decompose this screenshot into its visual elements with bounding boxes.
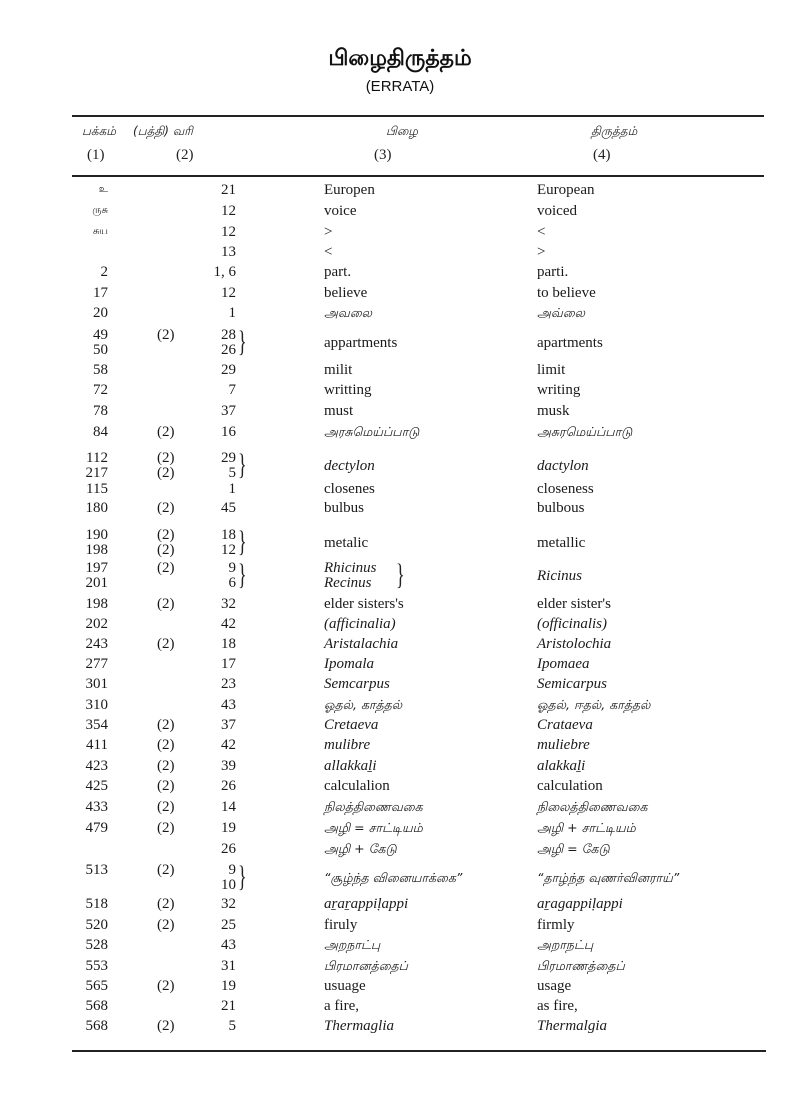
page-number: 433 bbox=[85, 799, 108, 815]
error-text: believe bbox=[324, 285, 368, 301]
error-text: allakkaḻi bbox=[324, 758, 377, 774]
line-number: 1, 6 bbox=[213, 264, 236, 280]
error-text: Thermaglia bbox=[324, 1018, 395, 1034]
line-number: 37 bbox=[221, 717, 236, 733]
line-number: 19 bbox=[221, 820, 236, 836]
error-text: part. bbox=[324, 264, 352, 280]
line-number: 42 bbox=[221, 737, 236, 753]
error-text: < bbox=[324, 244, 333, 260]
paragraph-number: (2) bbox=[157, 799, 175, 815]
line-number: 37 bbox=[221, 403, 236, 419]
header-top-rule bbox=[72, 115, 764, 117]
error-text: Semcarpus bbox=[324, 676, 390, 692]
page-number: 20 bbox=[93, 305, 108, 321]
error-text: mulibre bbox=[324, 737, 371, 753]
page-number: 84 bbox=[93, 424, 108, 440]
error-text: dectylon bbox=[324, 458, 375, 474]
page-number: 78 bbox=[93, 403, 108, 419]
page-number: 553 bbox=[85, 958, 108, 974]
error-text: Cretaeva bbox=[324, 717, 379, 733]
correction-text: muliebre bbox=[537, 737, 590, 753]
correction-text: Semicarpus bbox=[537, 676, 607, 692]
line-number: 43 bbox=[221, 937, 236, 953]
paragraph-number: (2) bbox=[157, 758, 175, 774]
line-number: 1 bbox=[228, 481, 236, 497]
line-number: 26 bbox=[221, 342, 236, 358]
paragraph-number: (2) bbox=[157, 327, 175, 343]
correction-text: calculation bbox=[537, 778, 603, 794]
brace-icon: } bbox=[238, 558, 247, 591]
line-number: 29 bbox=[221, 362, 236, 378]
page-number: 425 bbox=[85, 778, 108, 794]
page-number: 197 bbox=[85, 560, 108, 576]
page-subtitle: (ERRATA) bbox=[365, 78, 435, 95]
error-text: பிரமானத்தைப் bbox=[324, 958, 408, 973]
line-number: 12 bbox=[221, 224, 236, 240]
column-header-para-line: (பத்தி) வரி bbox=[133, 124, 193, 138]
error-text: அவலை bbox=[324, 305, 373, 320]
correction-text: (officinalis) bbox=[537, 616, 607, 632]
paragraph-number: (2) bbox=[157, 917, 175, 933]
correction-text: voiced bbox=[537, 203, 577, 219]
table-bottom-rule bbox=[72, 1050, 766, 1052]
paragraph-number: (2) bbox=[157, 596, 175, 612]
error-text: a fire, bbox=[324, 998, 359, 1014]
page-number: 198 bbox=[85, 542, 108, 558]
line-number: 29 bbox=[221, 450, 236, 466]
page-number: 518 bbox=[85, 896, 108, 912]
paragraph-number: (2) bbox=[157, 717, 175, 733]
page-number: 180 bbox=[85, 500, 108, 516]
error-text: Recinus bbox=[324, 575, 372, 591]
line-number: 32 bbox=[221, 596, 236, 612]
page-number: 72 bbox=[93, 382, 108, 398]
page-title: பிழைதிருத்தம் bbox=[328, 46, 472, 71]
line-number: 12 bbox=[221, 203, 236, 219]
error-text: > bbox=[324, 224, 333, 240]
page-number: உ bbox=[98, 184, 108, 195]
line-number: 5 bbox=[228, 465, 236, 481]
correction-text: alakkaḻi bbox=[537, 758, 586, 774]
paragraph-number: (2) bbox=[157, 778, 175, 794]
correction-text: usage bbox=[537, 978, 572, 994]
correction-text: நிலைத்திணைவகை bbox=[537, 799, 648, 814]
correction-text: musk bbox=[537, 403, 570, 419]
page-number: 277 bbox=[85, 656, 108, 672]
correction-text: elder sister's bbox=[537, 596, 611, 612]
column-number-4: (4) bbox=[593, 147, 611, 163]
column-header-error: பிழை bbox=[386, 124, 418, 138]
line-number: 39 bbox=[221, 758, 236, 774]
error-text: “சூழ்ந்த வினையாக்கை” bbox=[324, 870, 463, 885]
page-number: 112 bbox=[86, 450, 108, 466]
line-number: 16 bbox=[221, 424, 236, 440]
correction-text: அழி = கேடு bbox=[537, 841, 610, 856]
line-number: 9 bbox=[228, 862, 236, 878]
line-number: 9 bbox=[228, 560, 236, 576]
line-number: 31 bbox=[221, 958, 236, 974]
correction-text: ஓதல், ஈதல், காத்தல் bbox=[537, 697, 651, 712]
page-number: 479 bbox=[85, 820, 108, 836]
error-text: Aristalachia bbox=[324, 636, 399, 652]
line-number: 23 bbox=[221, 676, 236, 692]
error-text: (afficinalia) bbox=[324, 616, 396, 632]
error-text: elder sisters's bbox=[324, 596, 404, 612]
brace-icon: } bbox=[396, 558, 405, 591]
correction-text: firmly bbox=[537, 917, 575, 933]
column-number-2: (2) bbox=[176, 147, 194, 163]
line-number: 18 bbox=[221, 636, 236, 652]
page-number: 198 bbox=[85, 596, 108, 612]
page-number: 58 bbox=[93, 362, 108, 378]
error-text: closenes bbox=[324, 481, 375, 497]
correction-text: Ipomaea bbox=[537, 656, 590, 672]
paragraph-number: (2) bbox=[157, 737, 175, 753]
error-text: அரசுமெய்ப்பாடு bbox=[324, 424, 420, 439]
error-text: aṟaṟappiḷappi bbox=[324, 896, 409, 912]
page-number: 423 bbox=[85, 758, 108, 774]
correction-text: as fire, bbox=[537, 998, 578, 1014]
page-number: ருசு bbox=[92, 205, 108, 216]
page-number: 49 bbox=[93, 327, 108, 343]
line-number: 5 bbox=[228, 1018, 236, 1034]
error-text: அழி + கேடு bbox=[324, 841, 397, 856]
page-number: 520 bbox=[85, 917, 108, 933]
paragraph-number: (2) bbox=[157, 465, 175, 481]
page-number: 201 bbox=[85, 575, 108, 591]
line-number: 42 bbox=[221, 616, 236, 632]
line-number: 45 bbox=[221, 500, 236, 516]
header-bottom-rule bbox=[72, 175, 764, 177]
line-number: 12 bbox=[221, 542, 236, 558]
correction-text: parti. bbox=[537, 264, 569, 280]
page-number: 50 bbox=[93, 342, 108, 358]
page-number: 115 bbox=[86, 481, 108, 497]
line-number: 1 bbox=[228, 305, 236, 321]
error-text: firuly bbox=[324, 917, 358, 933]
page-number: 217 bbox=[85, 465, 108, 481]
page-number: 568 bbox=[85, 998, 108, 1014]
correction-text: “தாழ்ந்த வுணர்வினராய்” bbox=[537, 870, 680, 885]
line-number: 14 bbox=[221, 799, 236, 815]
error-text: appartments bbox=[324, 335, 398, 351]
correction-text: dactylon bbox=[537, 458, 589, 474]
brace-icon: } bbox=[238, 325, 247, 358]
page-number: சுய bbox=[92, 226, 108, 237]
error-text: Europen bbox=[324, 182, 375, 198]
line-number: 12 bbox=[221, 285, 236, 301]
correction-text: Aristolochia bbox=[537, 636, 612, 652]
correction-text: Thermalgia bbox=[537, 1018, 608, 1034]
paragraph-number: (2) bbox=[157, 978, 175, 994]
correction-text: அழி + சாட்டியம் bbox=[537, 820, 636, 835]
paragraph-number: (2) bbox=[157, 560, 175, 576]
page-number: 565 bbox=[85, 978, 108, 994]
correction-text: Crataeva bbox=[537, 717, 593, 733]
error-text: calculalion bbox=[324, 778, 390, 794]
line-number: 25 bbox=[221, 917, 236, 933]
page-number: 568 bbox=[85, 1018, 108, 1034]
error-text: அழி = சாட்டியம் bbox=[324, 820, 423, 835]
correction-text: > bbox=[537, 244, 546, 260]
page-number: 513 bbox=[85, 862, 108, 878]
correction-text: < bbox=[537, 224, 546, 240]
error-text: must bbox=[324, 403, 354, 419]
line-number: 19 bbox=[221, 978, 236, 994]
line-number: 13 bbox=[221, 244, 236, 260]
paragraph-number: (2) bbox=[157, 450, 175, 466]
page-number: 17 bbox=[93, 285, 108, 301]
correction-text: writing bbox=[537, 382, 581, 398]
correction-text: apartments bbox=[537, 335, 603, 351]
line-number: 17 bbox=[221, 656, 236, 672]
error-text: Rhicinus bbox=[324, 560, 377, 576]
paragraph-number: (2) bbox=[157, 527, 175, 543]
error-text: metalic bbox=[324, 535, 369, 551]
correction-text: closeness bbox=[537, 481, 594, 497]
page-number: 411 bbox=[86, 737, 108, 753]
line-number: 21 bbox=[221, 998, 236, 1014]
line-number: 26 bbox=[221, 778, 236, 794]
column-number-1: (1) bbox=[87, 147, 105, 163]
column-number-3: (3) bbox=[374, 147, 392, 163]
line-number: 43 bbox=[221, 697, 236, 713]
correction-text: அவ்லை bbox=[537, 305, 586, 320]
correction-text: to believe bbox=[537, 285, 596, 301]
brace-icon: } bbox=[238, 448, 247, 481]
paragraph-number: (2) bbox=[157, 896, 175, 912]
line-number: 10 bbox=[221, 877, 236, 893]
correction-text: அறாநட்பு bbox=[537, 937, 594, 952]
line-number: 6 bbox=[228, 575, 236, 591]
error-text: usuage bbox=[324, 978, 366, 994]
correction-text: பிரமாணத்தைப் bbox=[537, 958, 625, 973]
page-number: 528 bbox=[85, 937, 108, 953]
correction-text: Ricinus bbox=[537, 568, 582, 584]
error-text: அறநாட்பு bbox=[324, 937, 381, 952]
page-number: 354 bbox=[85, 717, 108, 733]
column-header-page: பக்கம் bbox=[82, 124, 116, 138]
line-number: 26 bbox=[221, 841, 236, 857]
line-number: 28 bbox=[221, 327, 236, 343]
correction-text: metallic bbox=[537, 535, 586, 551]
error-text: writting bbox=[324, 382, 372, 398]
paragraph-number: (2) bbox=[157, 862, 175, 878]
error-text: நிலத்திணைவகை bbox=[324, 799, 423, 814]
paragraph-number: (2) bbox=[157, 424, 175, 440]
paragraph-number: (2) bbox=[157, 636, 175, 652]
paragraph-number: (2) bbox=[157, 820, 175, 836]
correction-text: aṟagappiḷappi bbox=[537, 896, 623, 912]
correction-text: European bbox=[537, 182, 595, 198]
error-text: ஓதல், காத்தல் bbox=[324, 697, 403, 712]
line-number: 21 bbox=[221, 182, 236, 198]
line-number: 18 bbox=[221, 527, 236, 543]
column-header-correction: திருத்தம் bbox=[591, 124, 638, 138]
paragraph-number: (2) bbox=[157, 542, 175, 558]
line-number: 7 bbox=[228, 382, 236, 398]
brace-icon: } bbox=[238, 525, 247, 558]
page-number: 190 bbox=[85, 527, 108, 543]
correction-text: bulbous bbox=[537, 500, 585, 516]
page-number: 2 bbox=[100, 264, 108, 280]
page-number: 301 bbox=[85, 676, 108, 692]
brace-icon: } bbox=[238, 860, 247, 893]
page-number: 243 bbox=[85, 636, 108, 652]
error-text: voice bbox=[324, 203, 357, 219]
correction-text: limit bbox=[537, 362, 566, 378]
page-number: 202 bbox=[85, 616, 108, 632]
error-text: Ipomala bbox=[324, 656, 374, 672]
line-number: 32 bbox=[221, 896, 236, 912]
error-text: bulbus bbox=[324, 500, 365, 516]
error-text: milit bbox=[324, 362, 353, 378]
paragraph-number: (2) bbox=[157, 1018, 175, 1034]
paragraph-number: (2) bbox=[157, 500, 175, 516]
page-number: 310 bbox=[85, 697, 108, 713]
correction-text: அசுரமெய்ப்பாடு bbox=[537, 424, 633, 439]
